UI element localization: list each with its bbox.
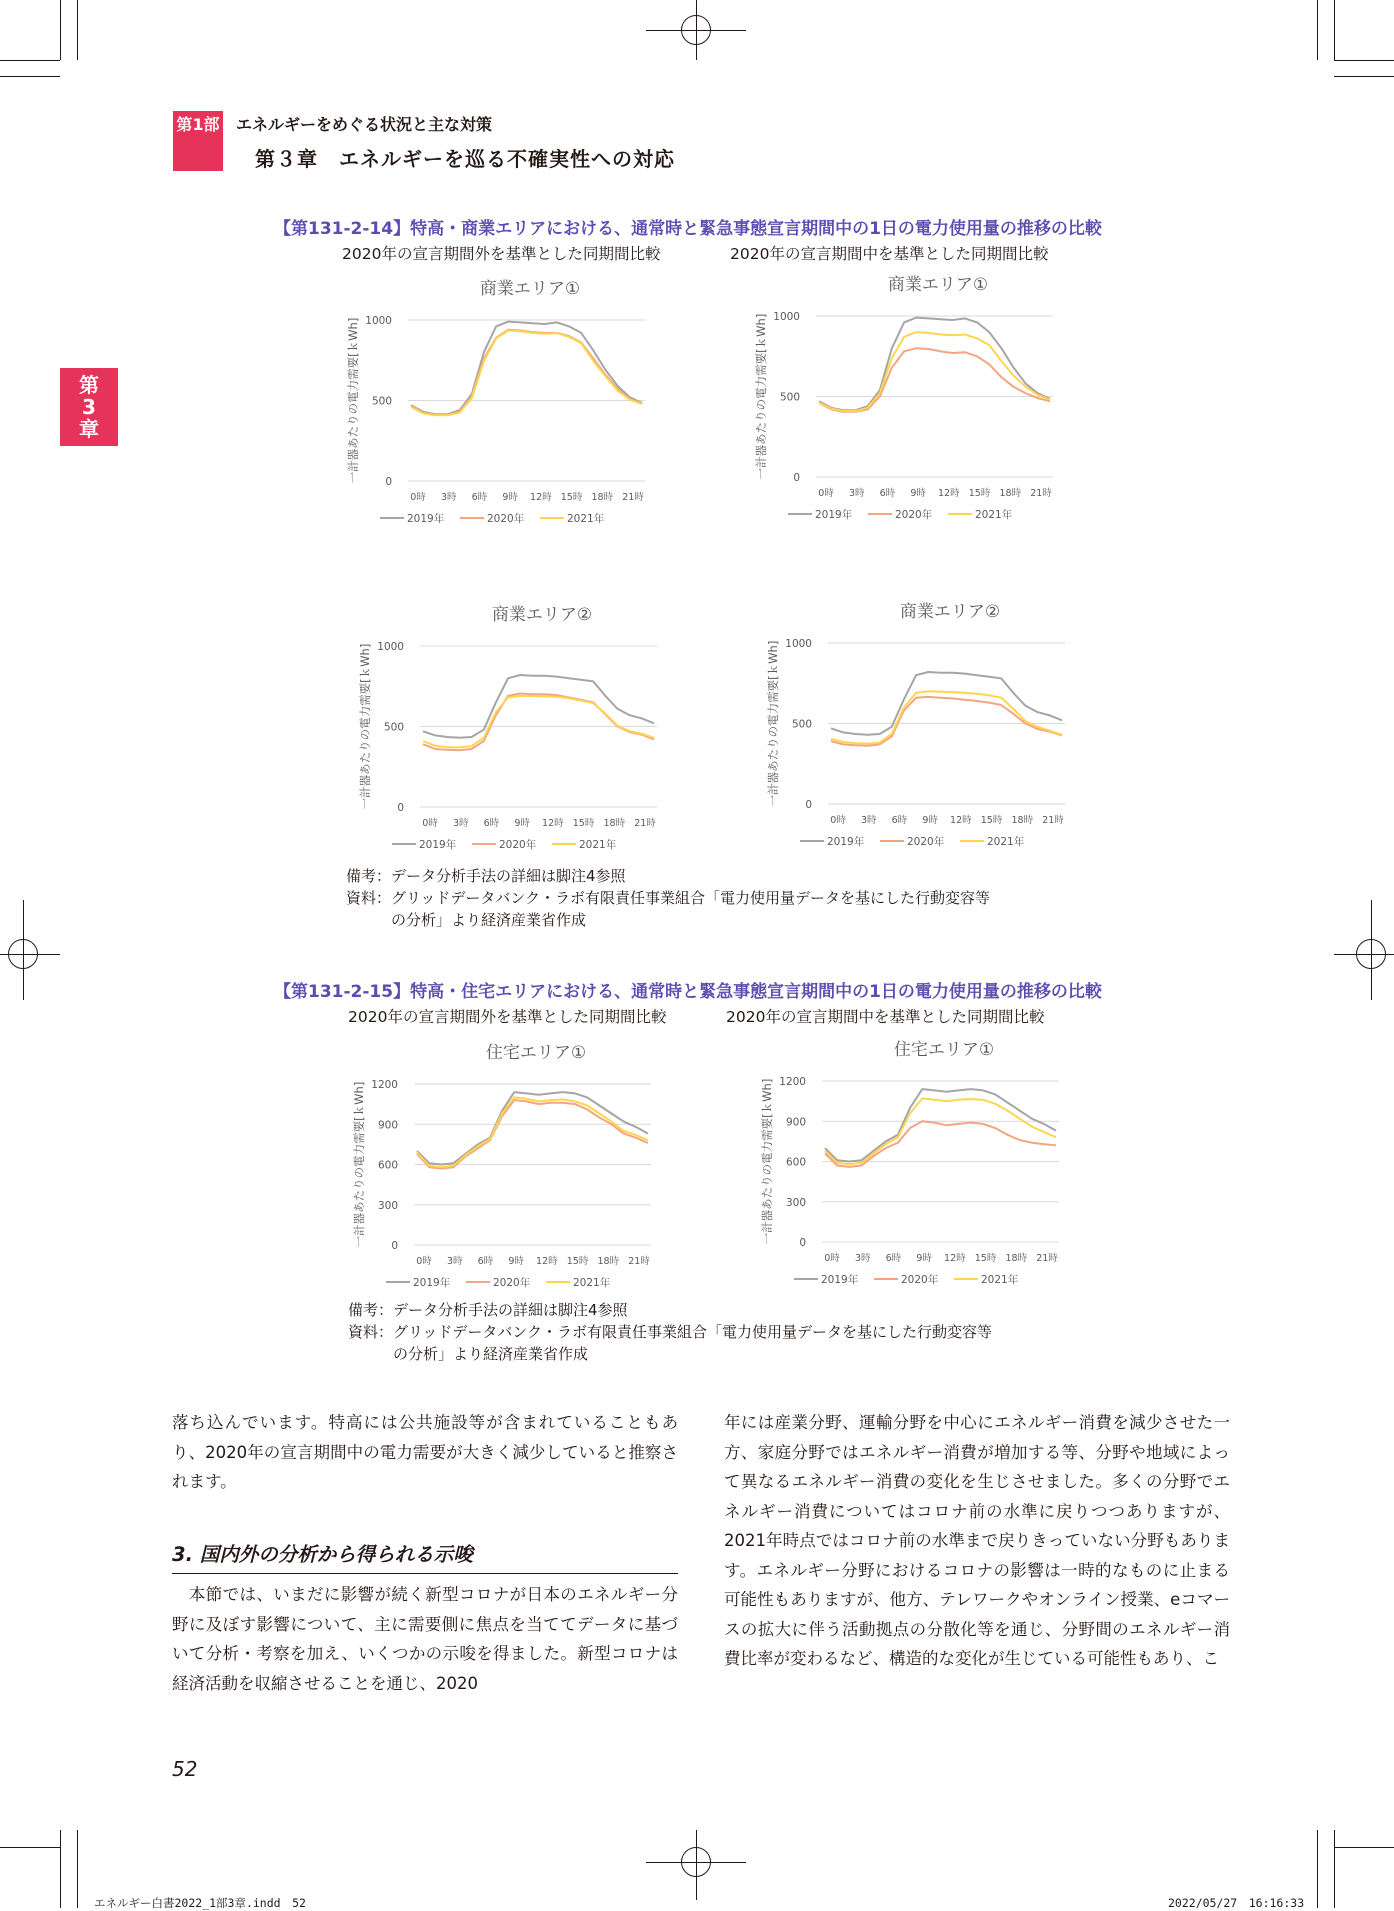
legend-label: 2021年 [987,836,1025,848]
x-tick-label: 12時 [542,818,564,829]
x-tick-label: 3時 [860,815,877,826]
x-tick-label: 18時 [1005,1253,1028,1264]
x-tick-label: 6時 [471,492,488,503]
y-tick-label: 0 [397,802,404,814]
y-tick-label: 500 [371,395,392,408]
registration-mark [23,900,24,1000]
page-number: 52 [172,1757,198,1781]
x-tick-label: 3時 [452,818,469,829]
x-tick-label: 0時 [818,488,834,499]
x-tick-label: 6時 [483,818,500,829]
y-axis-label: 一計器あたりの電力需要[ｋWh] [754,313,768,480]
y-tick-label: 0 [391,1240,398,1252]
body-paragraph: 本節では、いまだに影響が続く新型コロナが日本のエネルギー分野に及ぼす影響について、主に需要側に焦点を当ててデータに基づいて分析・考察を加え、いくつかの示唆を得ました。新型コロナは経済活動を収縮させることを通じ、2020 [172,1585,678,1693]
x-tick-label: 15時 [560,492,583,503]
x-tick-label: 9時 [514,818,530,829]
registration-mark [696,0,697,60]
body-paragraph: 落ち込んでいます。特高には公共施設等が含まれていることもあり、2020年の宣言期間中の電力需要が大きく減少していると推察されます。 [172,1413,678,1491]
x-tick-label: 15時 [572,818,595,829]
figure-subtitle-left: 2020年の宣言期間外を基準とした同期間比較 [342,245,661,263]
x-tick-label: 9時 [502,492,518,503]
chart-title: 商業エリア② [491,605,593,625]
x-tick-label: 12時 [944,1253,966,1264]
chart-title: 商業エリア② [899,602,1001,622]
crop-mark [1334,0,1335,60]
y-tick-label: 1000 [773,311,800,323]
legend-label: 2019年 [419,839,457,851]
y-tick-label: 300 [377,1199,398,1212]
x-tick-label: 21時 [1036,1253,1058,1264]
crop-mark [60,0,61,60]
x-tick-label: 12時 [536,1256,558,1267]
x-tick-label: 15時 [974,1253,997,1264]
y-tick-label: 0 [799,1237,806,1249]
x-tick-label: 9時 [922,815,938,826]
figure-title: 【第131-2-15】特高・住宅エリアにおける、通常時と緊急事態宣言期間中の1日の電力使用量の推移の比較 [274,982,1102,1002]
x-tick-label: 9時 [916,1253,932,1264]
crop-mark [1334,76,1394,77]
crop-mark [1334,1847,1394,1848]
figure-subtitle-right: 2020年の宣言期間中を基準とした同期間比較 [730,245,1049,263]
y-tick-label: 500 [779,391,800,404]
figure-title: 【第131-2-14】特高・商業エリアにおける、通常時と緊急事態宣言期間中の1日の電力使用量の推移の比較 [274,219,1102,239]
header-accent-bar [173,139,223,171]
y-tick-label: 1200 [371,1079,398,1091]
x-tick-label: 9時 [910,488,926,499]
figure-subtitle-right: 2020年の宣言期間中を基準とした同期間比較 [726,1008,1045,1026]
figure-source: 資料：グリッドデータバンク・ラボ有限責任事業組合「電力使用量データを基にした行動変容等 [348,1323,992,1341]
x-tick-label: 6時 [885,1253,902,1264]
x-tick-label: 0時 [422,818,438,829]
legend-label: 2019年 [413,1277,451,1289]
legend-label: 2019年 [815,509,853,521]
legend-label: 2019年 [407,513,445,525]
footer-filename: エネルギー白書2022_1部3章.indd 52 [94,1896,306,1910]
legend-label: 2021年 [579,839,617,851]
x-tick-label: 6時 [477,1256,494,1267]
legend-label: 2019年 [827,836,865,848]
x-tick-label: 0時 [824,1253,840,1264]
x-tick-label: 12時 [530,492,552,503]
x-tick-label: 0時 [830,815,846,826]
crop-mark [77,1830,78,1908]
y-tick-label: 1200 [779,1076,806,1088]
x-tick-label: 3時 [854,1253,871,1264]
x-tick-label: 21時 [634,818,656,829]
x-tick-label: 15時 [980,815,1003,826]
crop-mark [1317,1830,1318,1908]
legend-label: 2020年 [895,509,933,521]
legend-label: 2020年 [907,836,945,848]
x-tick-label: 18時 [999,488,1022,499]
x-tick-label: 12時 [938,488,960,499]
series-line [417,1100,648,1168]
x-tick-label: 3時 [848,488,865,499]
registration-mark [696,1830,697,1900]
x-tick-label: 12時 [950,815,972,826]
series-line [423,694,654,751]
y-axis-label: 一計器あたりの電力需要[ｋWh] [346,317,360,484]
crop-mark [0,60,60,61]
figure-source: 資料：グリッドデータバンク・ラボ有限責任事業組合「電力使用量データを基にした行動変容等 [346,889,990,907]
x-tick-label: 21時 [628,1256,650,1267]
registration-mark [1371,900,1372,1000]
y-tick-label: 900 [785,1116,806,1129]
footer-timestamp: 2022/05/27 16:16:33 [1168,1896,1305,1910]
crop-mark [0,76,60,77]
part-badge: 第1部 [173,111,223,139]
chart-commercial-area-2-left [352,594,682,859]
y-tick-label: 1000 [785,638,812,650]
x-tick-label: 15時 [968,488,991,499]
y-axis-label: 一計器あたりの電力需要[ｋWh] [760,1078,774,1245]
y-tick-label: 0 [805,799,812,811]
crop-mark [77,0,78,60]
x-tick-label: 18時 [597,1256,620,1267]
chart-title: 住宅エリア① [485,1043,587,1063]
y-tick-label: 500 [383,721,404,734]
chart-title: 商業エリア① [887,275,989,295]
legend-label: 2020年 [499,839,537,851]
y-tick-label: 0 [793,472,800,484]
crop-mark [1317,0,1318,60]
y-tick-label: 1000 [377,641,404,653]
x-tick-label: 9時 [508,1256,524,1267]
x-tick-label: 18時 [1011,815,1034,826]
series-line [423,696,654,748]
x-tick-label: 15時 [566,1256,589,1267]
legend-label: 2019年 [821,1274,859,1286]
y-tick-label: 500 [791,718,812,731]
series-line [825,1098,1056,1164]
y-tick-label: 300 [785,1196,806,1209]
x-tick-label: 21時 [622,492,644,503]
y-axis-label: 一計器あたりの電力需要[ｋWh] [766,640,780,807]
y-tick-label: 600 [785,1156,806,1169]
y-tick-label: 600 [377,1159,398,1172]
legend-label: 2021年 [573,1277,611,1289]
chart-commercial-area-2-right [760,591,1090,856]
figure-source-cont: の分析」より経済産業省作成 [346,911,587,929]
body-paragraph-right: 年には産業分野、運輸分野を中心にエネルギー消費を減少させた一方、家庭分野ではエネルギー消費が増加する等、分野や地域によって異なるエネルギー消費の変化を生じさせました。多くの分野でエネルギー消費についてはコロナ前の水準に戻りつつありますが、2021年時点ではコロナ前の水準まで戻りきっていない分野もあります。エネルギー分野におけるコロナの影響は一時的なものに止まる可能性もありますが、他方、テレワークやオンライン授業、eコマースの拡大に伴う活動拠点の分散化等を通じ、分野間のエネルギー消費比率が変わるなど、構造的な変化が生じている可能性もあり、こ [724,1413,1230,1668]
y-axis-label: 一計器あたりの電力需要[ｋWh] [358,643,372,810]
legend-label: 2020年 [901,1274,939,1286]
figure-note: 備考：データ分析手法の詳細は脚注4参照 [346,867,626,885]
y-axis-label: 一計器あたりの電力需要[ｋWh] [352,1081,366,1248]
part-title: エネルギーをめぐる状況と主な対策 [236,115,493,134]
registration-mark [0,954,60,955]
series-line [831,691,1062,743]
legend-label: 2021年 [567,513,605,525]
series-line [819,348,1050,412]
chart-residential-area-1-left [346,1032,676,1297]
figure-source-cont: の分析」より経済産業省作成 [348,1345,589,1363]
y-tick-label: 900 [377,1119,398,1132]
x-tick-label: 0時 [416,1256,432,1267]
crop-mark [0,1847,60,1848]
x-tick-label: 18時 [603,818,626,829]
x-tick-label: 21時 [1030,488,1052,499]
figure-subtitle-left: 2020年の宣言期間外を基準とした同期間比較 [348,1008,667,1026]
series-line [417,1097,648,1167]
section-heading: 3. 国内外の分析から得られる示唆 [172,1539,678,1574]
legend-label: 2020年 [487,513,525,525]
crop-mark [60,1830,61,1908]
chart-title: 住宅エリア① [893,1040,995,1060]
legend-label: 2021年 [981,1274,1019,1286]
registration-mark [1334,954,1394,955]
legend-label: 2020年 [493,1277,531,1289]
x-tick-label: 6時 [891,815,908,826]
y-tick-label: 1000 [365,315,392,327]
chapter-title: 第３章 エネルギーを巡る不確実性への対応 [255,147,675,171]
x-tick-label: 0時 [410,492,426,503]
x-tick-label: 21時 [1042,815,1064,826]
figure-note: 備考：データ分析手法の詳細は脚注4参照 [348,1301,628,1319]
crop-mark [1334,60,1394,61]
chapter-side-tab: 第 3 章 [60,368,118,446]
chart-commercial-area-1-right [748,264,1078,529]
y-tick-label: 0 [385,476,392,488]
x-tick-label: 3時 [446,1256,463,1267]
legend-label: 2021年 [975,509,1013,521]
x-tick-label: 18時 [591,492,614,503]
chart-title: 商業エリア① [479,279,581,299]
crop-mark [1334,1830,1335,1908]
x-tick-label: 6時 [879,488,896,499]
chart-residential-area-1-right [754,1029,1084,1294]
chart-commercial-area-1-left [340,268,670,533]
x-tick-label: 3時 [440,492,457,503]
